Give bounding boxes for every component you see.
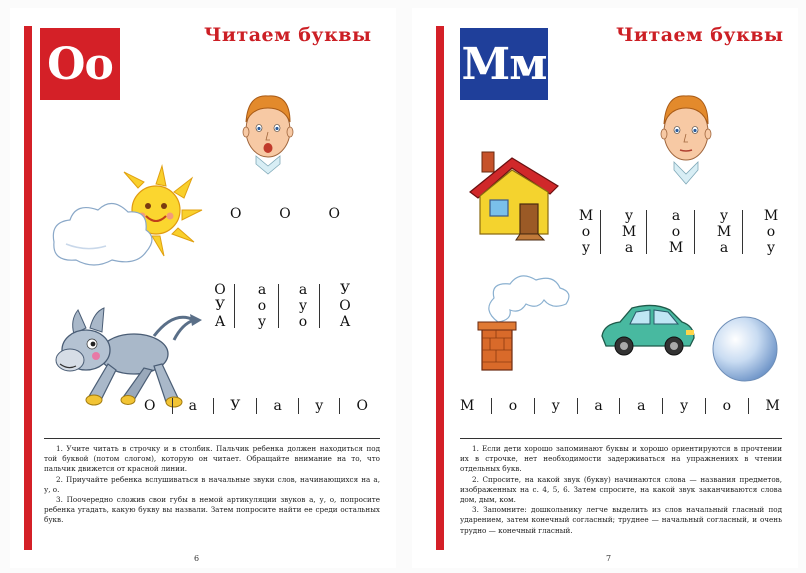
letter-box-m: Мм (460, 28, 548, 100)
letter: О (339, 298, 351, 314)
column-divider (534, 398, 535, 414)
note-paragraph: 3. Поочередно сложив свои губы в немой артикуляции звуков а, у, о, попросите ребенка угадать, какую букву вы назвали. Затем попросите найти ее среди остальных букв. (44, 495, 380, 525)
letter: у (624, 208, 634, 224)
column-divider (256, 398, 257, 414)
letter: у (315, 398, 324, 414)
letter: у (298, 298, 308, 314)
left-page (10, 8, 396, 568)
letter: О (230, 206, 242, 222)
letter: а (298, 282, 308, 298)
car-icon (598, 300, 698, 360)
letter: у (719, 208, 729, 224)
column-divider (705, 398, 706, 414)
letter-column (717, 208, 731, 256)
column-divider (662, 398, 663, 414)
column-divider (278, 284, 279, 328)
letter: а (671, 208, 681, 224)
letter: о (298, 314, 308, 330)
letter-column (255, 282, 269, 330)
column-divider (694, 210, 695, 254)
letter-column (669, 208, 683, 256)
letter: М (668, 240, 684, 256)
red-line (24, 26, 32, 550)
teacher-notes (44, 444, 380, 526)
note-paragraph: 1. Учите читать в строчку и в столбик. Пальчик ребенка должен находиться под той буквой (потом слогом), которую он читает. Обращайте внимание на то, что пальчик движется от красной линии. (44, 444, 380, 474)
letter-column (579, 208, 593, 256)
sun-cloud-icon (46, 164, 196, 274)
column-divider (319, 284, 320, 328)
letter-column (296, 282, 310, 330)
letter-column (764, 208, 778, 256)
column-divider (298, 398, 299, 414)
note-paragraph: 2. Приучайте ребенка вслушиваться в начальные звуки слов, начинающихся на а, у, о. (44, 474, 380, 494)
letter: а (719, 240, 729, 256)
letter: о (722, 398, 732, 414)
letter: а (257, 282, 267, 298)
page-title: Читаем буквы (204, 24, 372, 46)
column-divider (646, 210, 647, 254)
column-divider (748, 398, 749, 414)
letter-row-3 (144, 398, 368, 414)
letter: У (339, 282, 351, 298)
column-divider (742, 210, 743, 254)
letter: О (144, 398, 156, 414)
letter: М (716, 224, 732, 240)
letter: у (766, 240, 776, 256)
column-divider (172, 398, 173, 414)
letter-column (338, 282, 352, 330)
letter: М (578, 208, 594, 224)
letter: М (460, 398, 475, 414)
column-divider (619, 398, 620, 414)
column-divider (339, 398, 340, 414)
letter-row-1 (230, 206, 340, 222)
boy-face-m-icon (656, 90, 716, 194)
page-title: Читаем буквы (616, 24, 784, 46)
letter: а (624, 240, 634, 256)
house-icon (468, 148, 564, 244)
letter: О (356, 398, 368, 414)
letter: А (214, 314, 226, 330)
note-paragraph: 2. Спросите, на какой звук (букву) начинаются слова — названия предметов, изображенных на с. 4, 5, 6. Затем спросите, на какой звук заканчиваются слова дом, дым, ком. (460, 474, 782, 505)
letter: о (581, 224, 591, 240)
letter: У (230, 398, 241, 414)
letter: а (637, 398, 646, 414)
column-divider (600, 210, 601, 254)
page-number: 6 (194, 554, 200, 563)
letter: а (273, 398, 282, 414)
letter: у (679, 398, 689, 414)
column-divider (234, 284, 235, 328)
ball-icon (710, 314, 780, 384)
boy-face-o-icon (238, 90, 298, 182)
red-line (436, 26, 444, 550)
note-paragraph: 1. Если дети хорошо запоминают буквы и хорошо ориентируются в прочтении их в строчке, нет необходимости задерживаться на упражнениях в чтении отдельных букв. (460, 444, 782, 474)
letter: У (214, 298, 226, 314)
letter: М (621, 224, 637, 240)
column-divider (577, 398, 578, 414)
letter-box-o: Оо (40, 28, 120, 100)
letter: а (188, 398, 198, 414)
chimney-smoke-icon (468, 270, 578, 378)
column-divider (213, 398, 214, 414)
page-number: 7 (606, 554, 612, 563)
right-page (412, 8, 798, 568)
letter: о (508, 398, 518, 414)
teacher-notes (460, 444, 782, 536)
letter: о (671, 224, 681, 240)
letter: О (328, 206, 340, 222)
letter: О (279, 206, 291, 222)
letter: М (763, 208, 779, 224)
letter-column (213, 282, 227, 330)
letter: у (551, 398, 560, 414)
notes-divider (44, 438, 380, 439)
letter: у (257, 314, 267, 330)
letter: А (339, 314, 351, 330)
letter-column (622, 208, 636, 256)
notes-divider (460, 438, 782, 439)
letter: а (594, 398, 603, 414)
letter: о (257, 298, 267, 314)
note-paragraph: 3. Запомните: дошкольнику легче выделить из слов начальный гласный под ударением, затем конечный согласный; труднее — начальный согласный, и очень трудно — конечный гласный. (460, 505, 782, 535)
letter: М (765, 398, 780, 414)
letter: у (581, 240, 591, 256)
letter-row-3 (460, 398, 780, 414)
letter: о (766, 224, 776, 240)
column-divider (491, 398, 492, 414)
letter: О (214, 282, 226, 298)
